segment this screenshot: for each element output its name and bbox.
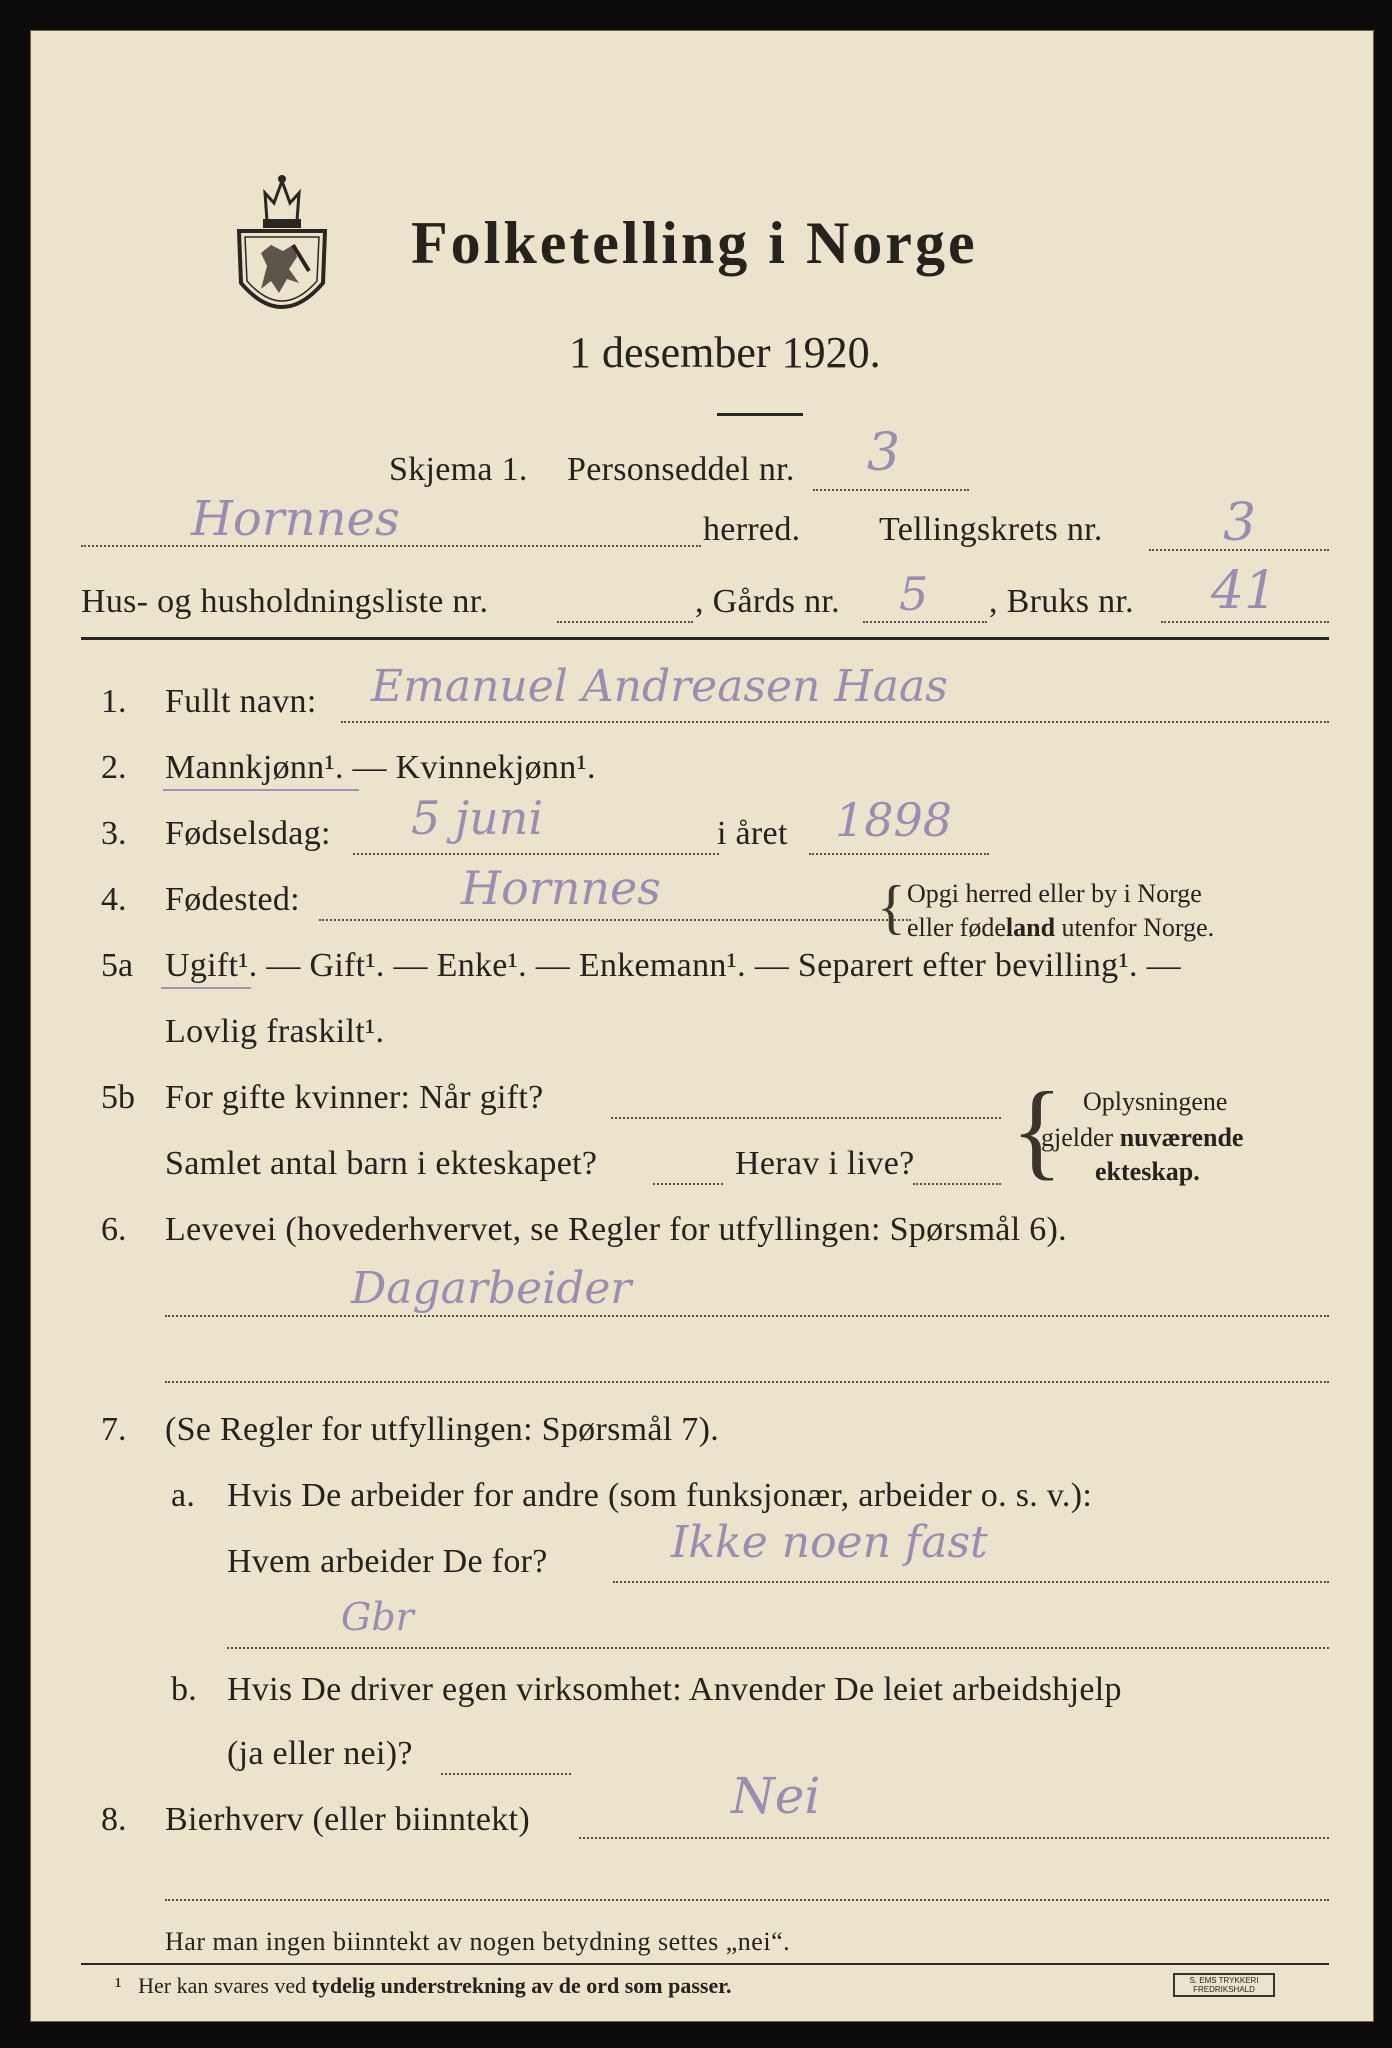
q5b-note2a: gjelder <box>1041 1123 1120 1152</box>
q5b-label2: Samlet antal barn i ekteskapet? <box>165 1145 598 1182</box>
q2-number: 2. <box>101 749 127 786</box>
q3-label: Fødselsdag: <box>165 815 331 852</box>
gards-line <box>863 621 987 623</box>
title-divider <box>717 413 803 416</box>
q4-note-line1: Opgi herred eller by i Norge <box>907 879 1202 908</box>
bruks-value: 41 <box>1211 561 1278 621</box>
q8-line2 <box>165 1899 1329 1901</box>
q7b-letter: b. <box>171 1671 198 1708</box>
herred-value: Hornnes <box>191 491 400 547</box>
q4-note-line2-b: land <box>1005 913 1056 942</box>
printer-stamp: S. EMS TRYKKERI FREDRIKSHALD <box>1173 1973 1275 1997</box>
personseddel-value: 3 <box>867 423 901 483</box>
q4-note-line2-c: utenfor Norge. <box>1055 913 1215 942</box>
q3-year-value: 1898 <box>835 793 953 847</box>
coat-of-arms-icon <box>227 171 337 326</box>
q8-label: Bierhverv (eller biinntekt) <box>165 1801 530 1838</box>
q5b-label: For gifte kvinner: Når gift? <box>165 1079 544 1116</box>
herred-label: herred. <box>703 511 801 548</box>
q7-number: 7. <box>101 1411 127 1448</box>
q8-line <box>579 1837 1329 1839</box>
q5b-gift-line <box>611 1117 1001 1119</box>
q5a-number: 5a <box>101 947 134 984</box>
q4-note-bracket: { <box>877 874 906 940</box>
q3-number: 3. <box>101 815 127 852</box>
q7a-line2 <box>227 1647 1329 1649</box>
q4-label: Fødested: <box>165 881 300 918</box>
personseddel-label: Personseddel nr. <box>567 451 795 488</box>
q5b-label3: Herav i live? <box>735 1145 915 1182</box>
q5b-note3: ekteskap. <box>1095 1157 1200 1186</box>
footnote-emphasis: tydelig understrekning av de ord som passer. <box>311 1973 732 1998</box>
q6-label: Levevei (hovederhvervet, se Regler for utfyllingen: Spørsmål 6). <box>165 1211 1067 1248</box>
q3-value: 5 juni <box>411 791 544 845</box>
q4-value: Hornnes <box>461 861 661 915</box>
bruks-line <box>1161 621 1329 623</box>
q5b-number: 5b <box>101 1079 135 1116</box>
q6-line2 <box>165 1381 1329 1383</box>
q7b-label2: (ja eller nei)? <box>227 1735 413 1772</box>
q7a-letter: a. <box>171 1477 196 1514</box>
q8-number: 8. <box>101 1801 127 1838</box>
q5b-live-line <box>913 1183 1001 1185</box>
q4-note-line2-a: eller føde <box>907 913 1006 942</box>
q3-year-label: i året <box>717 815 788 852</box>
q4-note-line2 <box>907 913 1214 943</box>
header-divider <box>81 637 1329 640</box>
q4-line <box>319 919 911 921</box>
page-title: Folketelling i Norge <box>411 210 978 276</box>
q7a-value2: Gbr <box>341 1595 414 1639</box>
q7a-label2: Hvem arbeider De for? <box>227 1543 548 1580</box>
q1-number: 1. <box>101 683 127 720</box>
personseddel-line <box>813 489 969 491</box>
q2-label: Mannkjønn¹. — Kvinnekjønn¹. <box>165 749 596 786</box>
husholdning-line <box>557 621 693 623</box>
tellingskrets-value: 3 <box>1223 493 1257 553</box>
q6-value: Dagarbeider <box>351 1263 632 1314</box>
q5b-note1: Oplysningene <box>1083 1087 1228 1116</box>
bruks-label: , Bruks nr. <box>989 583 1134 620</box>
q7b-line <box>441 1773 571 1775</box>
q5b-note2b: nuværende <box>1119 1123 1244 1152</box>
q7-label: (Se Regler for utfyllingen: Spørsmål 7). <box>165 1411 720 1448</box>
tellingskrets-label: Tellingskrets nr. <box>879 511 1103 548</box>
q7a-line <box>613 1581 1329 1583</box>
schema-label: Skjema 1. <box>389 451 528 488</box>
q1-value: Emanuel Andreasen Haas <box>371 661 948 712</box>
footnote <box>115 1973 732 1999</box>
q5a-label: Ugift¹. — Gift¹. — Enke¹. — Enkemann¹. — Separert efter bevilling¹. — <box>165 947 1181 984</box>
q6-line1 <box>165 1315 1329 1317</box>
q7a-label: Hvis De arbeider for andre (som funksjonær, arbeider o. s. v.): <box>227 1477 1093 1514</box>
q3-year-line <box>809 853 989 855</box>
q4-number: 4. <box>101 881 127 918</box>
q5a-ugift-underline <box>161 987 251 989</box>
footer-divider <box>81 1963 1329 1965</box>
census-date: 1 desember 1920. <box>569 328 881 377</box>
husholdning-label: Hus- og husholdningsliste nr. <box>81 583 489 620</box>
q7b-label: Hvis De driver egen virksomhet: Anvender De leiet arbeidshjelp <box>227 1671 1122 1708</box>
gards-value: 5 <box>899 567 929 621</box>
census-form <box>30 30 1374 2022</box>
q5b-note-bracket: { <box>1011 1071 1063 1190</box>
q5a-label2: Lovlig fraskilt¹. <box>165 1013 385 1050</box>
footnote-number: ¹ <box>115 1973 122 1998</box>
q1-label: Fullt navn: <box>165 683 317 720</box>
q7a-value: Ikke noen fast <box>671 1517 988 1568</box>
q2-mannkjonn-underline <box>163 789 359 791</box>
gards-label: , Gårds nr. <box>695 583 840 620</box>
q1-line <box>341 721 1329 723</box>
q5b-barn-line <box>653 1183 723 1185</box>
q6-number: 6. <box>101 1211 127 1248</box>
q3-line <box>353 853 719 855</box>
footnote-text: Her kan svares ved <box>138 1973 312 1998</box>
q5b-note2 <box>1041 1123 1243 1153</box>
q8-value: Nei <box>731 1767 821 1825</box>
biinntekt-note: Har man ingen biinntekt av nogen betydning settes „nei“. <box>165 1927 791 1956</box>
